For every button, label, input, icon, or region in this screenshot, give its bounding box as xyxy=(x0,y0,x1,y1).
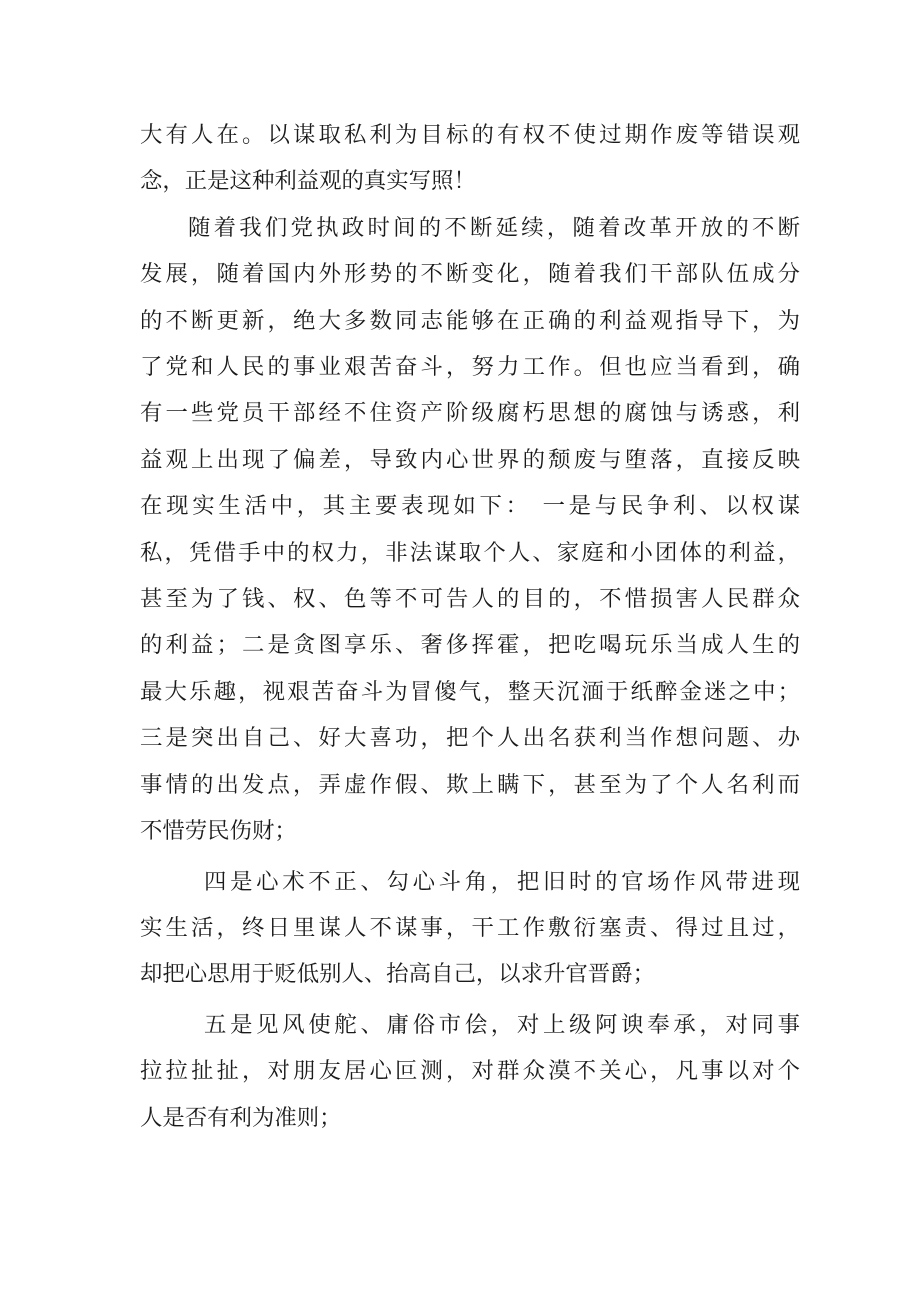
paragraph-4 xyxy=(140,1002,800,1141)
text-line: 拉拉扯扯，对朋友居心叵测，对群众漠不关心，凡事以对个 xyxy=(140,1058,800,1085)
text-line: 事情的出发点，弄虚作假、欺上瞒下，甚至为了个人名利而 xyxy=(140,771,800,798)
text-line: 私，凭借手中的权力，非法谋取个人、家庭和小团体的利益， xyxy=(140,539,800,566)
text-line: 甚至为了钱、权、色等不可告人的目的，不惜损害人民群众 xyxy=(140,586,800,613)
paragraph-2 xyxy=(140,205,800,855)
text-line: 最大乐趣，视艰苦奋斗为冒傻气，整天沉湎于纸醉金迷之中； xyxy=(140,678,800,705)
document-body xyxy=(140,112,800,1141)
text-line: 的不断更新，绝大多数同志能够在正确的利益观指导下，为 xyxy=(140,307,800,334)
text-line: 实生活，终日里谋人不谋事，干工作敷衍塞责、得过且过， xyxy=(140,914,800,941)
text-line: 五是见风使舵、庸俗市侩，对上级阿谀奉承，对同事 xyxy=(204,1011,800,1038)
text-line: 三是突出自己、好大喜功，把个人出名获利当作想问题、办 xyxy=(140,725,800,752)
text-line: 在现实生活中，其主要表现如下： 一是与民争利、以权谋 xyxy=(140,493,800,520)
text-line: 有一些党员干部经不住资产阶级腐朽思想的腐蚀与诱惑，利 xyxy=(140,400,800,427)
paragraph-1 xyxy=(140,112,800,205)
text-line: 发展，随着国内外形势的不断变化，随着我们干部队伍成分 xyxy=(140,261,800,288)
paragraph-3 xyxy=(140,859,800,998)
text-line: 益观上出现了偏差，导致内心世界的颓废与堕落，直接反映 xyxy=(140,446,800,473)
text-line: 随着我们党执政时间的不断延续，随着改革开放的不断 xyxy=(188,214,800,241)
text-line: 人是否有利为准则； xyxy=(140,1104,342,1131)
text-line: 的利益；二是贪图享乐、奢侈挥霍，把吃喝玩乐当成人生的 xyxy=(140,632,800,659)
text-line: 却把心思用于贬低别人、抬高自己，以求升官晋爵； xyxy=(140,961,655,988)
text-line: 不惜劳民伤财； xyxy=(140,818,297,845)
text-line: 念，正是这种利益观的真实写照！ xyxy=(140,168,476,195)
text-line: 四是心术不正、勾心斗角，把旧时的官场作风带进现 xyxy=(204,868,800,895)
text-line: 大有人在。以谋取私利为目标的有权不使过期作废等错误观 xyxy=(140,122,800,148)
text-line: 了党和人民的事业艰苦奋斗，努力工作。但也应当看到，确 xyxy=(140,354,800,381)
